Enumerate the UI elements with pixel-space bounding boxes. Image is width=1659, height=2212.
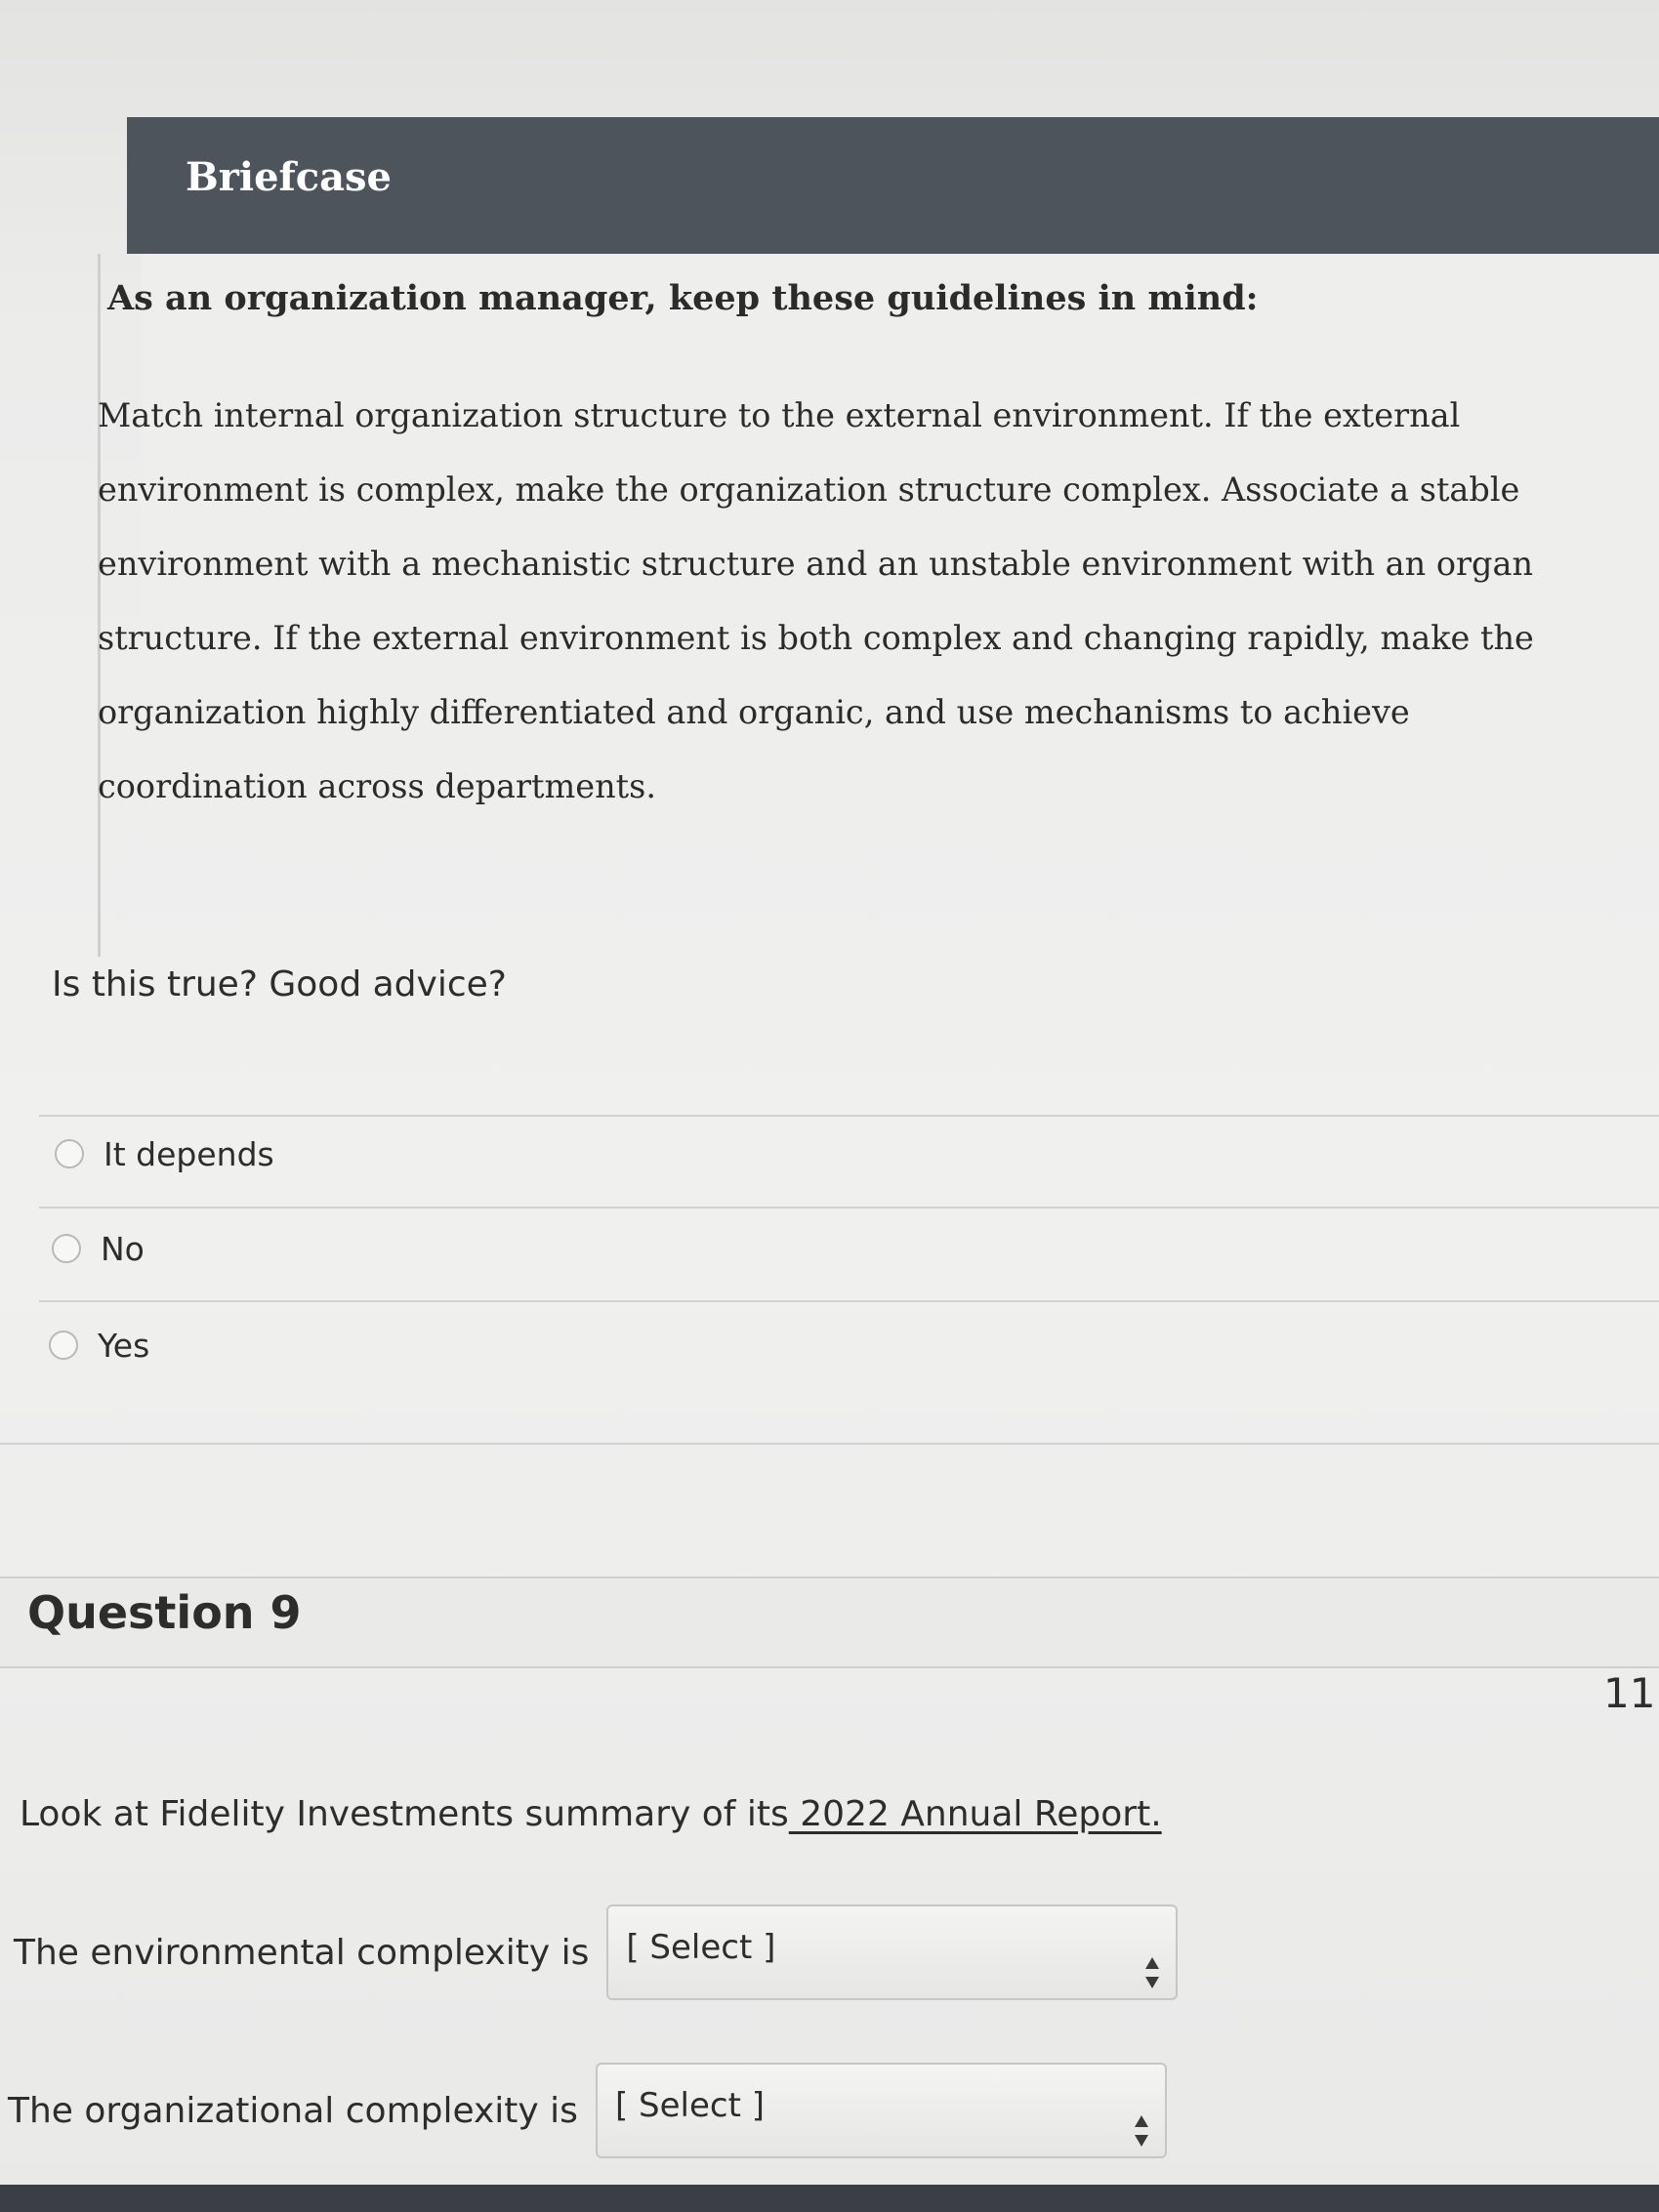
- answer-option-no[interactable]: [52, 1219, 145, 1278]
- select-updown-arrows-icon: [1144, 1955, 1160, 1990]
- question-9-intro: [20, 1794, 1162, 1834]
- select-updown-arrows-icon: [1134, 2113, 1149, 2149]
- briefcase-header: [127, 117, 1659, 254]
- paragraph-line: environment with a mechanistic structure and an unstable environment with an organ: [98, 545, 1534, 583]
- answer-divider: [39, 1300, 1659, 1302]
- organizational-complexity-row: [8, 2062, 1167, 2159]
- radio-unselected-icon[interactable]: [52, 1234, 81, 1263]
- answer-divider: [39, 1207, 1659, 1208]
- select-value: [ Select ]: [626, 1928, 776, 1967]
- bottom-bar: [0, 2185, 1659, 2212]
- question-8-prompt: Is this true? Good advice?: [52, 964, 507, 1004]
- paragraph-line: coordination across departments.: [98, 767, 656, 805]
- paragraph-line: structure. If the external environment is both complex and changing rapidly, make the: [98, 619, 1534, 657]
- annual-report-link[interactable]: 2022 Annual Report.: [788, 1794, 1162, 1834]
- radio-unselected-icon[interactable]: [49, 1331, 78, 1360]
- environmental-complexity-select[interactable]: [606, 1905, 1178, 2000]
- briefcase-title: Briefcase: [186, 154, 392, 200]
- answer-label: It depends: [104, 1134, 274, 1173]
- paragraph-line: Match internal organization structure to the external environment. If the external: [98, 396, 1461, 434]
- briefcase-heading: As an organization manager, keep these guidelines in mind:: [107, 278, 1259, 318]
- answer-label: No: [101, 1229, 145, 1268]
- environmental-complexity-row: [14, 1904, 1178, 2001]
- paragraph-line: environment is complex, make the organization structure complex. Associate a stable: [98, 471, 1520, 509]
- paragraph-line: organization highly differentiated and organic, and use mechanisms to achieve: [98, 693, 1410, 731]
- select-label: The environmental complexity is: [14, 1932, 590, 1973]
- answer-option-yes[interactable]: [49, 1316, 149, 1374]
- organizational-complexity-select[interactable]: [596, 2063, 1167, 2158]
- question-9-title: Question 9: [27, 1586, 302, 1639]
- answer-label: Yes: [98, 1326, 150, 1365]
- question-divider: [0, 1443, 1659, 1445]
- briefcase-paragraph: [98, 379, 1659, 824]
- answer-divider: [39, 1115, 1659, 1117]
- select-value: [ Select ]: [614, 2086, 765, 2125]
- intro-text: Look at Fidelity Investments summary of its: [20, 1794, 789, 1834]
- answer-option-it-depends[interactable]: [55, 1125, 274, 1183]
- select-label: The organizational complexity is: [8, 2090, 578, 2131]
- radio-unselected-icon[interactable]: [55, 1139, 84, 1168]
- question-9-points: 11: [1603, 1669, 1656, 1717]
